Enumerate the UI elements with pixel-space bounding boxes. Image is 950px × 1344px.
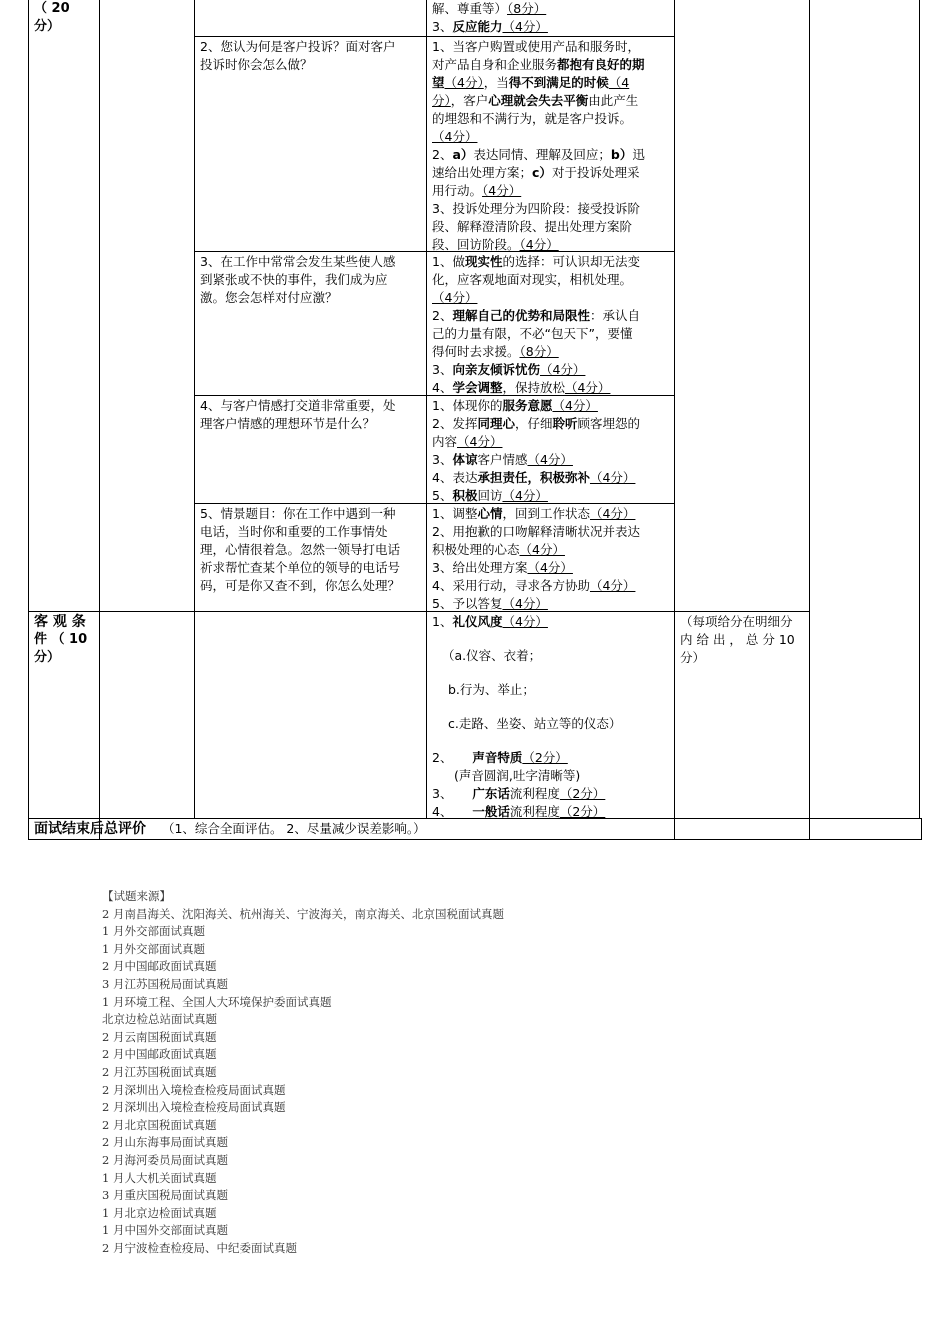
objective-note-line: 内 给 出 ， 总 分 10 <box>680 632 795 647</box>
q4-question <box>200 397 395 433</box>
text-segment: 表达同情、理解及回应； <box>473 147 611 162</box>
score-text: （4 <box>608 75 630 90</box>
bold-text: 心情 <box>477 506 503 521</box>
score-text: （4分） <box>589 470 636 485</box>
text-segment: 内容 <box>432 434 458 449</box>
bold-text: 现实性 <box>464 254 503 269</box>
question-line: 4、与客户情感打交道非常重要，处 <box>200 398 396 413</box>
final-eval-note: （1、综合全面评估。 2、尽量减少误差影响。） <box>161 821 426 836</box>
score-text: （2分） <box>522 750 568 765</box>
text-segment: （a.仪容、衣着； <box>442 648 542 663</box>
objective-note-line: 分） <box>680 650 706 665</box>
source-item: 3 月江苏国税局面试真题 <box>102 976 228 991</box>
answer-line <box>432 218 645 236</box>
source-item: 2 月山东海事局面试真题 <box>102 1135 228 1150</box>
text-segment: 4、 <box>432 804 473 819</box>
objective-answer-line <box>448 715 621 733</box>
score-text: （4分） <box>502 596 548 611</box>
answer-line <box>432 433 640 451</box>
bold-text: 声音特质 <box>472 750 523 765</box>
answer-line <box>432 56 645 74</box>
q1-answer <box>432 0 548 36</box>
source-item: 2 月南昌海关、沈阳海关、杭州海关、宁波海关，南京海关、北京国税面试真题 <box>102 906 504 921</box>
final-eval-label: 面试结束后总评价 <box>34 821 146 837</box>
answer-line <box>432 523 640 541</box>
objective-category-line: 分） <box>34 650 61 665</box>
objective-answer-line <box>432 613 548 631</box>
score-text: （2分） <box>559 804 606 819</box>
score-text: （4分） <box>444 75 484 90</box>
bold-text: 得不到满足的时候 <box>508 75 609 90</box>
answer-line <box>432 469 640 487</box>
score-text: （4分） <box>502 19 548 34</box>
answer-line <box>432 271 640 289</box>
text-segment: 化，应客观地面对现实，相机处理。 <box>432 272 633 287</box>
text-segment: 4、采用行动，寻求各方协助 <box>432 578 590 593</box>
answer-line <box>432 164 645 182</box>
score-text: （4分） <box>589 506 636 521</box>
answer-line <box>432 379 640 397</box>
text-segment: 2、 <box>432 750 473 765</box>
answer-line <box>432 92 645 110</box>
source-item: 1 月人大机关面试真题 <box>102 1170 217 1185</box>
table-border-bottom <box>28 839 922 840</box>
source-item: 北京边检总站面试真题 <box>102 1012 217 1027</box>
score-text: （8分） <box>507 1 547 16</box>
answer-line <box>432 451 640 469</box>
answer-line <box>432 577 640 595</box>
final-eval-row <box>34 820 426 838</box>
objective-answer-line <box>432 785 605 803</box>
score-text: （4分） <box>552 398 598 413</box>
answer-line <box>432 487 640 505</box>
answer-line <box>432 128 645 146</box>
text-segment: 段、回访阶段。 <box>432 237 520 252</box>
answer-line <box>432 0 548 18</box>
text-segment: b.行为、举止； <box>448 682 535 697</box>
answer-line <box>432 236 645 254</box>
text-segment: 用行动。 <box>432 183 483 198</box>
text-segment: 积极处理的心态 <box>432 542 520 557</box>
text-segment: 2、 <box>432 308 453 323</box>
score-text: （8分） <box>519 344 559 359</box>
objective-answer-line <box>448 681 535 699</box>
q5-question <box>200 505 400 595</box>
source-item: 1 月中国外交部面试真题 <box>102 1223 228 1238</box>
answer-line <box>432 18 548 36</box>
text-segment: 2、用抱歉的口吻解释清晰状况并表达 <box>432 524 640 539</box>
text-segment: c.走路、坐姿、站立等的仪态） <box>448 716 622 731</box>
answer-line <box>432 110 645 128</box>
score-text: （4分） <box>502 488 548 503</box>
text-segment: 解、尊重等） <box>432 1 508 16</box>
text-segment: 客户情感 <box>477 452 528 467</box>
text-segment: 3、 <box>432 19 453 34</box>
question-line: 码，可是你又查不到，你怎么处理？ <box>200 578 401 593</box>
text-segment: ，保持放松 <box>502 380 565 395</box>
answer-line <box>432 146 645 164</box>
objective-answer-line <box>432 749 568 767</box>
text-segment: 5、 <box>432 488 453 503</box>
category-paren: （ 20 <box>34 1 70 16</box>
answer-line <box>432 505 640 523</box>
objective-answer-line <box>442 647 541 665</box>
score-text: （2分） <box>559 786 606 801</box>
bold-text: 广东话 <box>472 786 510 801</box>
row-divider <box>194 36 675 37</box>
text-segment: 5、予以答复 <box>432 596 503 611</box>
source-item: 2 月中国邮政面试真题 <box>102 959 217 974</box>
source-item: 2 月中国邮政面试真题 <box>102 1047 217 1062</box>
answer-line <box>432 289 640 307</box>
question-line: 理客户情感的理想环节是什么？ <box>200 416 376 431</box>
table-border-left <box>28 0 29 840</box>
bold-text: 学会调整 <box>452 380 503 395</box>
answer-line <box>432 38 645 56</box>
table-border-right <box>919 0 920 818</box>
objective-category-line: 件 （ 10 <box>34 632 88 647</box>
text-segment: ，回到工作状态 <box>502 506 590 521</box>
source-item: 1 月北京边检面试真题 <box>102 1205 217 1220</box>
answer-line <box>432 415 640 433</box>
bold-text: 一般话 <box>472 804 510 819</box>
score-text: （4分） <box>527 560 573 575</box>
score-text: （4分） <box>482 183 522 198</box>
objective-category-line: 客 观 条 <box>34 614 86 630</box>
text-segment: 段、解释澄清阶段、提出处理方案阶 <box>432 219 633 234</box>
text-segment: ，当 <box>483 75 509 90</box>
text-segment: 己的力量有限，不必“包天下”，要懂 <box>432 326 633 341</box>
answer-line <box>432 361 640 379</box>
table-col-divider <box>194 0 195 818</box>
score-text: （4分） <box>432 290 478 305</box>
text-segment: 流利程度 <box>509 804 560 819</box>
question-line: 电话，当时你和重要的工作事情处 <box>200 524 388 539</box>
bold-text: 向亲友倾诉忧伤 <box>452 362 540 377</box>
text-segment: 顾客埋怨的 <box>577 416 641 431</box>
text-segment: 3、给出处理方案 <box>432 560 528 575</box>
bold-text: 体谅 <box>452 452 478 467</box>
table-col-divider <box>426 0 427 818</box>
q3-answer <box>432 253 640 397</box>
text-segment: 流利程度 <box>509 786 560 801</box>
question-line: 5、情景题目：你在工作中遇到一种 <box>200 506 396 521</box>
bold-text: 礼仪风度 <box>452 614 503 629</box>
bold-text: 承担责任，积极弥补 <box>477 470 590 485</box>
objective-answer-line <box>454 767 580 785</box>
q2-question <box>200 38 395 74</box>
answer-line <box>432 541 640 559</box>
bold-text: 积极 <box>452 488 478 503</box>
source-title: 【试题来源】 <box>102 889 171 903</box>
source-item: 1 月环境工程、全国人大环境保护委面试真题 <box>102 994 332 1009</box>
text-segment: ，仔细 <box>514 416 553 431</box>
answer-line <box>432 397 640 415</box>
question-line: 3、在工作中常常会发生某些使人感 <box>200 254 396 269</box>
text-segment: 1、体现你的 <box>432 398 503 413</box>
question-line: 到紧张或不快的事件，我们成为应 <box>200 272 388 287</box>
table-col-divider <box>674 0 675 840</box>
text-segment: 4、表达 <box>432 470 478 485</box>
objective-category <box>34 613 94 667</box>
text-segment: 3、投诉处理分为四阶段：接受投诉阶 <box>432 201 640 216</box>
text-segment: 2、发挥 <box>432 416 478 431</box>
source-item: 2 月海河委员局面试真题 <box>102 1152 228 1167</box>
q4-answer <box>432 397 640 505</box>
bold-text: 望 <box>432 75 445 90</box>
text-segment: 3、 <box>432 786 473 801</box>
text-segment: 回访 <box>477 488 503 503</box>
text-segment: 由此产生 <box>588 93 639 108</box>
score-text: （4分） <box>519 237 559 252</box>
bold-text: a） <box>452 147 474 162</box>
text-segment: 1、当客户购置或使用产品和服务时， <box>432 39 640 54</box>
answer-line <box>432 200 645 218</box>
text-segment: 3、 <box>432 362 453 377</box>
score-text: 分） <box>432 93 451 108</box>
row-divider <box>28 611 810 612</box>
text-segment: 迅 <box>632 147 645 162</box>
table-col-divider <box>809 0 810 840</box>
question-line: 祈求帮忙查某个单位的领导的电话号 <box>200 560 401 575</box>
text-segment: ，客户 <box>450 93 489 108</box>
source-item: 2 月云南国税面试真题 <box>102 1029 217 1044</box>
score-text: （4分） <box>457 434 503 449</box>
score-text: （4分） <box>564 380 611 395</box>
text-segment: 的埋怨和不满行为，就是客户投诉。 <box>432 111 633 126</box>
answer-line <box>432 595 640 613</box>
objective-answer <box>432 613 672 818</box>
objective-answer-line <box>432 803 605 821</box>
text-segment: 2、 <box>432 147 453 162</box>
bold-text: 理解自己的优势和局限性 <box>452 308 590 323</box>
score-text: （4分） <box>432 129 478 144</box>
bold-text: 都抱有良好的期 <box>557 57 645 72</box>
answer-line <box>432 182 645 200</box>
source-item: 2 月宁波检查检疫局、中纪委面试真题 <box>102 1240 297 1255</box>
bold-text: 反应能力 <box>452 19 503 34</box>
answer-line <box>432 74 645 92</box>
source-item: 2 月深圳出入境检查检疫局面试真题 <box>102 1100 286 1115</box>
question-line: 激。您会怎样对付应激？ <box>200 290 338 305</box>
text-segment: 对于投诉处理采 <box>551 165 640 180</box>
text-segment: 得何时去求援。 <box>432 344 520 359</box>
score-text: （4分） <box>527 452 573 467</box>
objective-note-line: （每项给分在明细分 <box>680 614 793 629</box>
objective-note <box>680 613 806 667</box>
category-suffix: 分） <box>34 19 61 34</box>
bold-text: 服务意愿 <box>502 398 553 413</box>
bold-text: 心理就会失去平衡 <box>488 93 589 108</box>
answer-line <box>432 253 640 271</box>
text-segment: 4、 <box>432 380 453 395</box>
text-segment: 1、调整 <box>432 506 478 521</box>
text-segment: 对产品自身和企业服务 <box>432 57 558 72</box>
bold-text: b） <box>610 147 633 162</box>
text-segment: 3、 <box>432 452 453 467</box>
source-item: 2 月江苏国税面试真题 <box>102 1064 217 1079</box>
answer-line <box>432 325 640 343</box>
answer-line <box>432 559 640 577</box>
q3-question <box>200 253 395 307</box>
score-text: （4分） <box>589 578 636 593</box>
question-line: 2、您认为何是客户投诉？面对客户 <box>200 39 396 54</box>
table-col-divider <box>99 0 100 840</box>
answer-line <box>432 343 640 361</box>
bold-text: 聆听 <box>552 416 578 431</box>
score-text: （4分） <box>502 614 548 629</box>
source-item: 1 月外交部面试真题 <box>102 941 205 956</box>
text-segment: 1、 <box>432 614 453 629</box>
bold-text: 同理心 <box>477 416 515 431</box>
source-list <box>102 888 504 1257</box>
question-line: 投诉时你会怎么做？ <box>200 57 313 72</box>
text-segment: (声音圆润,吐字清晰等) <box>454 768 581 783</box>
text-segment: 速给出处理方案； <box>432 165 533 180</box>
source-item: 3 月重庆国税局面试真题 <box>102 1188 228 1203</box>
source-item: 1 月外交部面试真题 <box>102 924 205 939</box>
score-text: （4分） <box>539 362 586 377</box>
source-item: 2 月北京国税面试真题 <box>102 1117 217 1132</box>
score-text: （4分） <box>519 542 565 557</box>
text-segment: ：承认自 <box>589 308 640 323</box>
text-segment: 的选择：可认识却无法变 <box>502 254 640 269</box>
q2-answer <box>432 38 645 254</box>
question-line: 理，心情很着急。忽然一领导打电话 <box>200 542 401 557</box>
table-border-right <box>921 818 922 840</box>
text-segment: 1、做 <box>432 254 465 269</box>
answer-line <box>432 307 640 325</box>
q5-answer <box>432 505 640 613</box>
source-item: 2 月深圳出入境检查检疫局面试真题 <box>102 1082 286 1097</box>
category-cell-continued <box>34 0 94 36</box>
bold-text: c） <box>532 165 552 180</box>
